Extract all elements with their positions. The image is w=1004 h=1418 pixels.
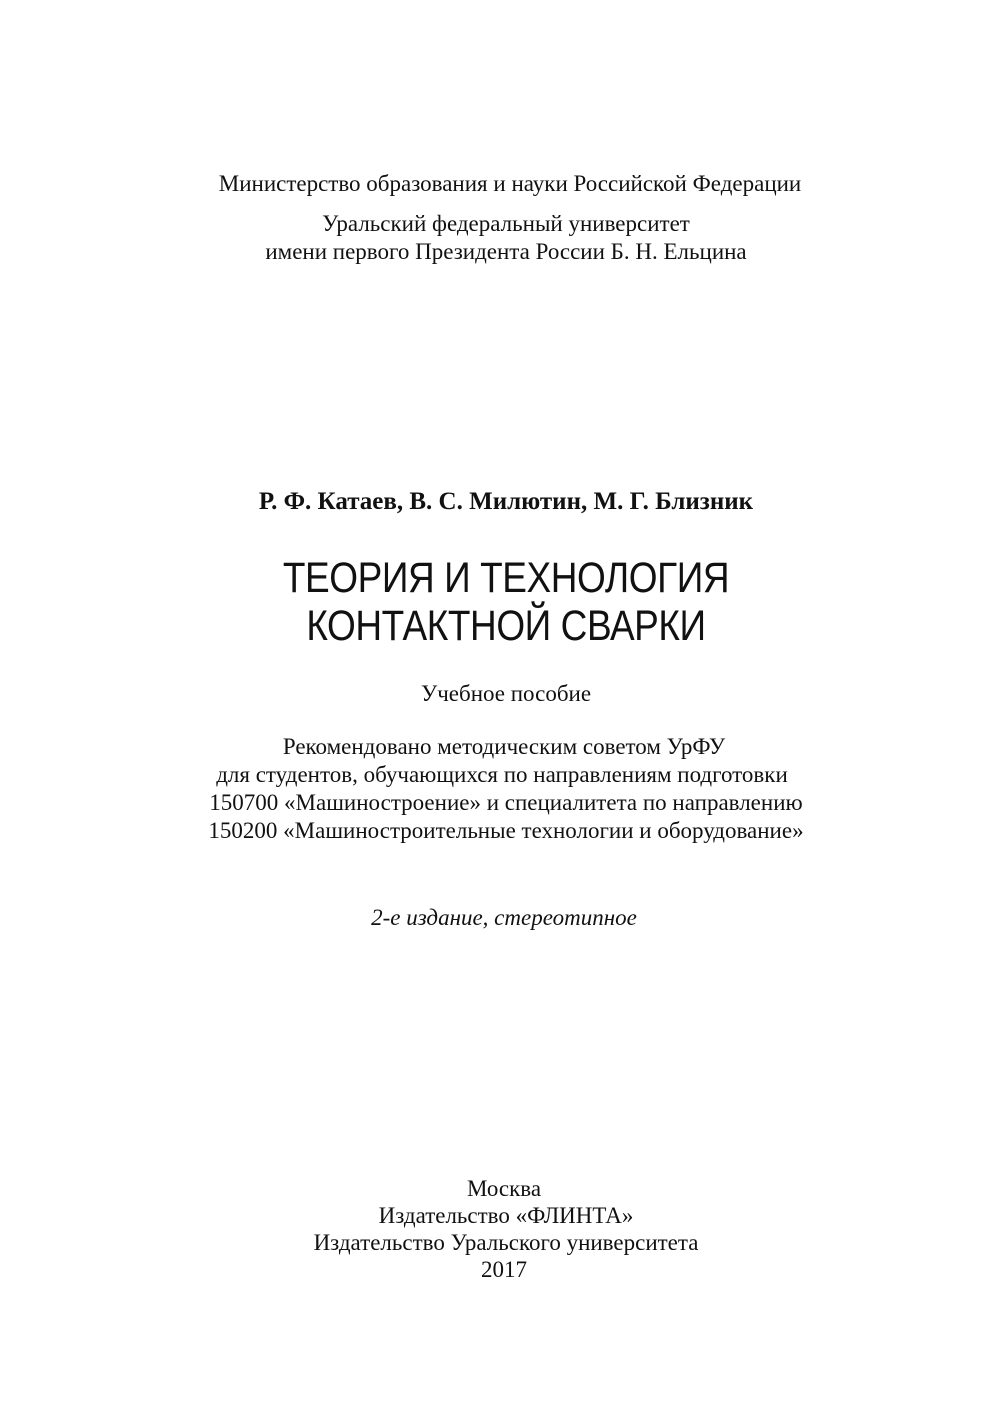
imprint-city: Москва xyxy=(466,1176,542,1201)
imprint-year: 2017 xyxy=(481,1257,527,1282)
edition-note: 2-е издание, стереотипное xyxy=(371,905,637,930)
recommendation-line-1: Рекомендовано методическим советом УрФУ xyxy=(282,734,726,759)
authors: Р. Ф. Катаев, В. С. Милютин, М. Г. Близник xyxy=(258,488,754,515)
ministry-name: Министерство образования и науки Российской Федерации xyxy=(218,171,802,196)
book-title-line-1: ТЕОРИЯ И ТЕХНОЛОГИЯ xyxy=(282,554,730,602)
recommendation-line-2: для студентов, обучающихся по направлениям подготовки xyxy=(216,762,788,787)
imprint-publisher-1: Издательство «ФЛИНТА» xyxy=(378,1203,634,1228)
university-name-line-2: имени первого Президента России Б. Н. Ельцина xyxy=(265,239,747,264)
imprint-publisher-2: Издательство Уральского университета xyxy=(313,1230,699,1255)
book-type: Учебное пособие xyxy=(420,681,592,706)
book-title-line-2: КОНТАКТНОЙ СВАРКИ xyxy=(306,602,706,650)
recommendation-line-3: 150700 «Машиностроение» и специалитета по направлению xyxy=(209,790,803,815)
recommendation-line-4: 150200 «Машиностроительные технологии и оборудование» xyxy=(208,818,804,843)
university-name-line-1: Уральский федеральный университет xyxy=(322,211,690,236)
